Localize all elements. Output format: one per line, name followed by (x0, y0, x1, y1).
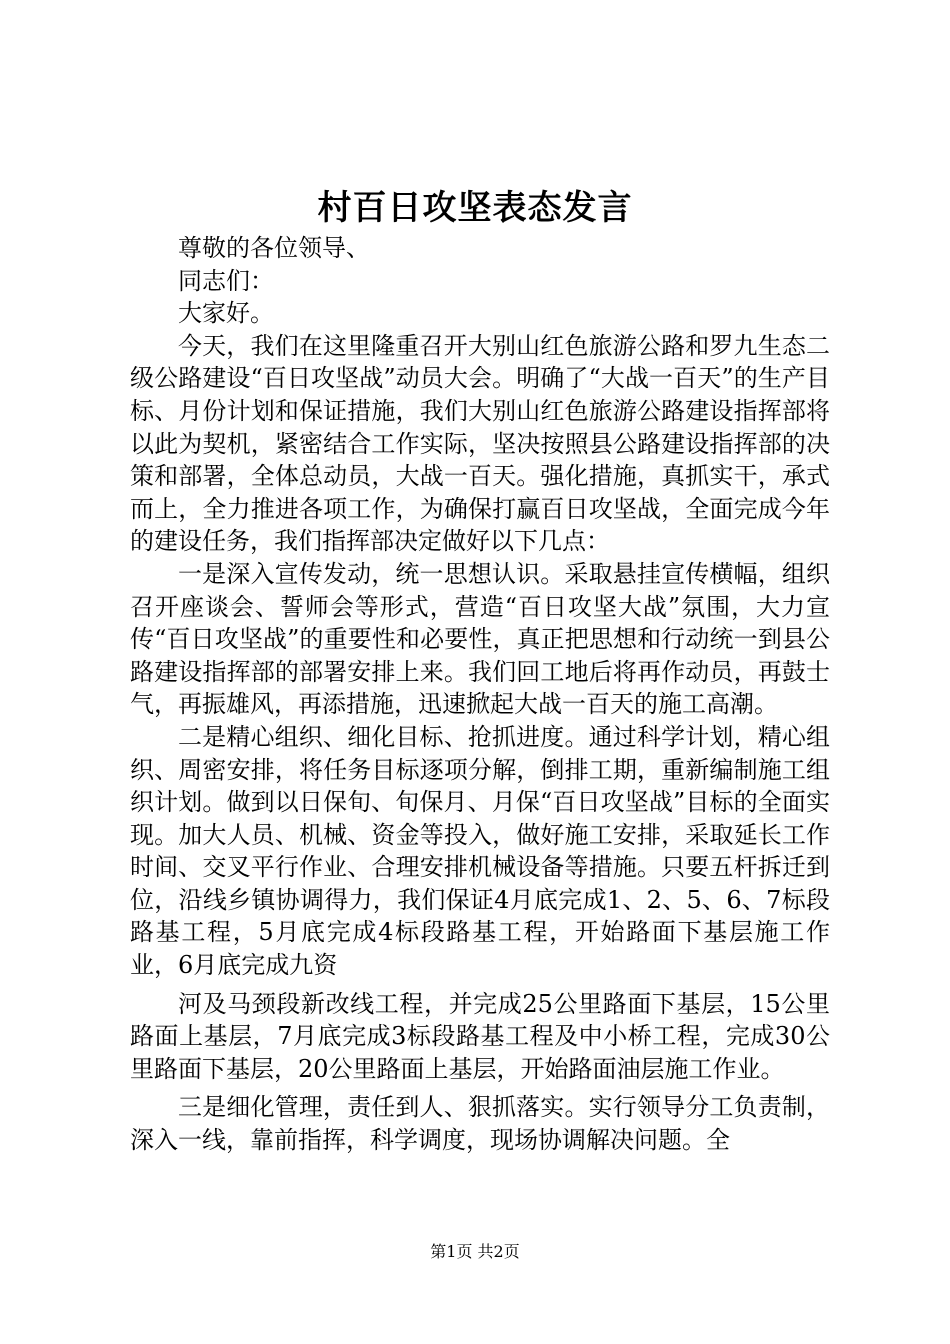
salutation-line-1: 尊敬的各位领导、 (178, 234, 370, 262)
salutation-line-2: 同志们： (178, 266, 274, 295)
page-footer: 第1页 共2页 (430, 1242, 520, 1261)
paragraph-point-1: 一是深入宣传发动，统一思想认识。采取悬挂宣传横幅，组织召开座谈会、誓师会等形式，营造“百日攻坚大战”氛围，大力宣传“百日攻坚战”的重要性和必要性，真正把思想和行动统一到县公路建设指挥部的部署安排上来。我们回工地后将再作动员，再鼓士气，再振雄风，再添措施，迅速掀起大战一百天的施工高潮。 (130, 559, 830, 719)
document-body (130, 232, 830, 1157)
document-title: 村百日攻坚表态发言 (317, 188, 633, 228)
paragraph-point-2: 二是精心组织、细化目标、抢抓进度。通过科学计划，精心组织、周密安排，将任务目标逐项分解，倒排工期，重新编制施工组织计划。做到以日保旬、旬保月、月保“百日攻坚战”目标的全面实现。加大人员、机械、资金等投入，做好施工安排，采取延长工作时间、交叉平行作业、合理安排机械设备等措施。只要五杆拆迁到位，沿线乡镇协调得力，我们保证4月底完成1、2、5、6、7标段路基工程，5月底完成4标段路基工程，开始路面下基层施工作业，6月底完成九资 (130, 722, 830, 980)
greeting-line: 大家好。 (178, 299, 274, 328)
paragraph-intro: 今天，我们在这里隆重召开大别山红色旅游公路和罗九生态二级公路建设“百日攻坚战”动员大会。明确了“大战一百天”的生产目标、月份计划和保证措施，我们大别山红色旅游公路建设指挥部将以此为契机，紧密结合工作实际，坚决按照县公路建设指挥部的决策和部署，全体总动员，大战一百天。强化措施，真抓实干，承式而上，全力推进各项工作，为确保打赢百日攻坚战，全面完成今年的建设任务，我们指挥部决定做好以下几点： (130, 331, 830, 556)
paragraph-point-3: 三是细化管理，责任到人、狠抓落实。实行领导分工负责制，深入一线，靠前指挥，科学调度，现场协调解决问题。全 (130, 1093, 830, 1155)
paragraph-point-2-continued: 河及马颈段新改线工程，并完成25公里路面下基层，15公里路面上基层，7月底完成3标段路基工程及中小桥工程，完成30公里路面下基层，20公里路面上基层，开始路面油层施工作业。 (130, 989, 830, 1083)
